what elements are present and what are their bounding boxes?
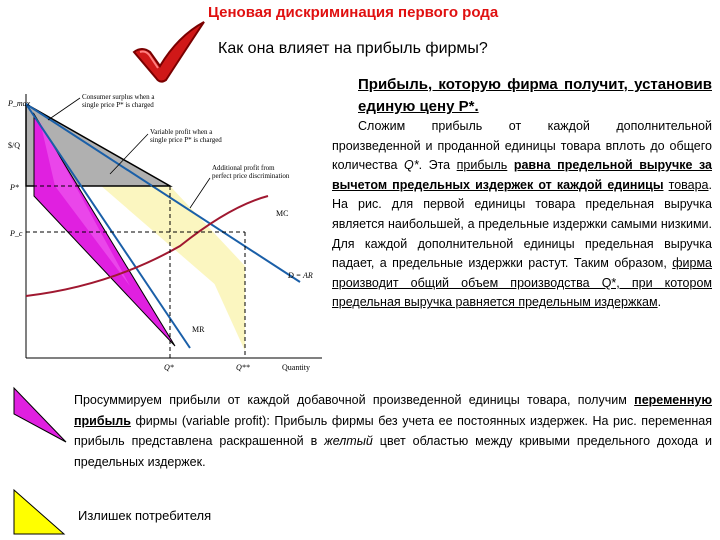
magenta-triangle-icon: [10, 384, 70, 446]
curve-label-mc: MC: [276, 209, 289, 218]
x-label-qstarstar: Q**: [236, 363, 250, 372]
section-heading: Прибыль, которую фирма получит, установив единую цену Р*.: [358, 76, 712, 115]
paragraph-profit-explanation: Сложим прибыль от каждой дополнительной произведенной и проданной единицы товара вплоть до общего количества Q*. Эта прибыль равна предельной выручке за вычетом предельных издержек от каждой единицы товара. На рис. для первой единицы товара предельная выручка является наибольшей, а предельные издержки самыми низкими. Для каждой дополнительной единицы предельная выручка падает, а предельные издержки растут. Таким образом, фирма производит общий объем производства Q*, при котором предельная выручка равняется предельным издержкам.: [332, 119, 712, 310]
annotation-variable-profit: Variable profit when a single price P* is charged: [150, 128, 222, 144]
y-label-pmax: P_max: [8, 99, 31, 108]
y-label-pc: P_c: [10, 229, 23, 238]
y-label-dollar-q: $/Q: [8, 141, 20, 150]
paragraph-variable-profit: Просуммируем прибыли от каждой добавочной произведенной единицы товара, получим переменную прибыль фирмы (variable profit): Прибыль фирмы без учета ее постоянных издержек. На рис. переменная прибыль представлена раскрашенной в желтый цвет областью между кривыми предельного дохода и предельных издержек.: [74, 393, 712, 469]
slide-title: Ценовая дискриминация первого рода: [208, 4, 499, 21]
curve-label-mr: MR: [192, 325, 205, 334]
x-label-qstar: Q*: [164, 363, 174, 372]
annotation-consumer-surplus: Consumer surplus when a single price P* is charged: [82, 93, 155, 109]
price-discrimination-graph: [0, 86, 330, 376]
yellow-triangle-icon: [10, 488, 68, 536]
annotation-additional-profit: Additional profit from perfect price discrimination: [212, 164, 290, 180]
y-label-pstar: P*: [10, 183, 19, 192]
curve-label-demand: D = AR: [288, 271, 313, 280]
slide-subtitle: Как она влияет на прибыль фирмы?: [218, 40, 488, 57]
legend-caption-consumer-surplus: Излишек потребителя: [78, 508, 212, 523]
x-label-quantity: Quantity: [282, 363, 310, 372]
check-mark-icon: [130, 18, 210, 84]
